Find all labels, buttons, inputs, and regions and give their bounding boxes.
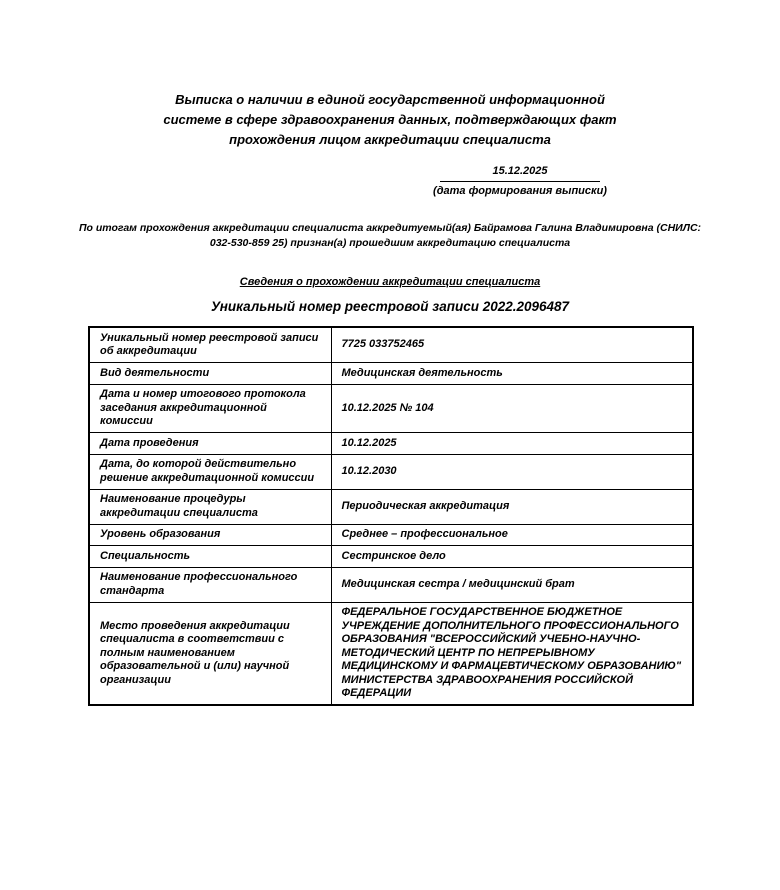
section-heading: Сведения о прохождении аккредитации специалиста (239, 276, 541, 288)
table-row (89, 454, 693, 489)
row-value: Сестринское дело (331, 546, 693, 568)
row-value: Среднее – профессиональное (331, 524, 693, 546)
row-label: Дата и номер итогового протокола заседания аккредитационной комиссии (89, 384, 331, 433)
row-label: Специальность (89, 546, 331, 568)
extract-date-block (410, 165, 630, 198)
document-title (0, 90, 780, 150)
table-row (89, 327, 693, 363)
table-row (89, 546, 693, 568)
registry-number-heading: Уникальный номер реестровой записи 2022.2096487 (210, 299, 570, 314)
row-value: 10.12.2025 (331, 433, 693, 455)
accreditation-table (88, 326, 694, 706)
row-label: Наименование процедуры аккредитации специалиста (89, 489, 331, 524)
row-value: ФЕДЕРАЛЬНОЕ ГОСУДАРСТВЕННОЕ БЮДЖЕТНОЕ УЧРЕЖДЕНИЕ ДОПОЛНИТЕЛЬНОГО ПРОФЕССИОНАЛЬНОГО ОБРАЗОВАНИЯ "ВСЕРОССИЙСКИЙ УЧЕБНО-НАУЧНО-МЕТОДИЧЕСКИЙ ЦЕНТР ПО НЕПРЕРЫВНОМУ МЕДИЦИНСКОМУ И ФАРМАЦЕВТИЧЕСКОМУ ОБРАЗОВАНИЮ" МИНИСТЕРСТВА ЗДРАВООХРАНЕНИЯ РОССИЙСКОЙ ФЕДЕРАЦИИ (331, 602, 693, 705)
row-value: Периодическая аккредитация (331, 489, 693, 524)
row-label: Вид деятельности (89, 363, 331, 385)
row-label: Наименование профессионального стандарта (89, 567, 331, 602)
row-label: Уровень образования (89, 524, 331, 546)
table-row (89, 363, 693, 385)
table-row (89, 489, 693, 524)
table-row (89, 602, 693, 705)
row-label: Уникальный номер реестровой записи об аккредитации (89, 327, 331, 363)
intro-paragraph (0, 221, 780, 251)
table-row (89, 567, 693, 602)
row-value: Медицинская деятельность (331, 363, 693, 385)
row-label: Дата, до которой действительно решение аккредитационной комиссии (89, 454, 331, 489)
row-label: Место проведения аккредитации специалиста в соответствии с полным наименованием образовательной и (или) научной организации (89, 602, 331, 705)
table-row (89, 433, 693, 455)
row-label: Дата проведения (89, 433, 331, 455)
row-value: 10.12.2025 № 104 (331, 384, 693, 433)
extract-date-caption: (дата формирования выписки) (433, 185, 607, 197)
row-value: 7725 033752465 (331, 327, 693, 363)
accreditation-table-body (89, 327, 693, 705)
title-line: Выписка о наличии в единой государственной информационной (175, 92, 605, 107)
intro-line: По итогам прохождения аккредитации специалиста аккредитуемый(ая) Байрамова Галина Владимировна (СНИЛС: (78, 222, 702, 234)
row-value: 10.12.2030 (331, 454, 693, 489)
title-line: прохождения лицом аккредитации специалиста (229, 132, 551, 147)
intro-line: 032-530-859 25) признан(а) прошедшим аккредитацию специалиста (209, 237, 571, 249)
table-row (89, 384, 693, 433)
table-row (89, 524, 693, 546)
title-line: системе в сфере здравоохранения данных, подтверждающих факт (163, 112, 617, 127)
row-value: Медицинская сестра / медицинский брат (331, 567, 693, 602)
extract-date: 15.12.2025 (440, 165, 600, 182)
